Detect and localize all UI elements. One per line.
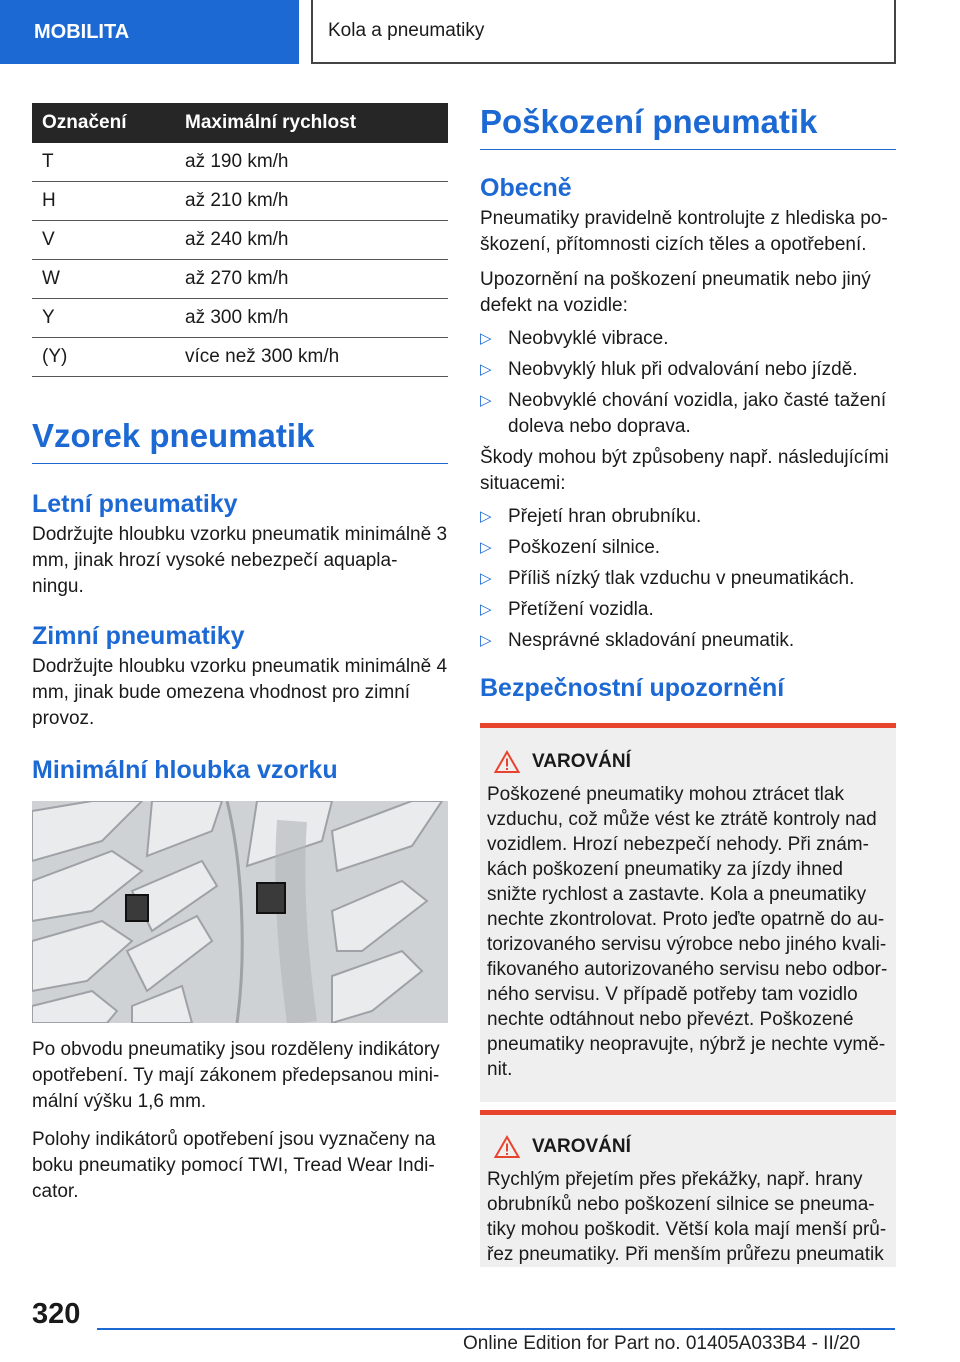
table-cell: W <box>32 260 175 299</box>
chapter-header <box>311 0 896 64</box>
table-row <box>32 143 448 182</box>
table-cell: až 190 km/h <box>175 143 448 182</box>
column-header: Označení <box>32 103 175 143</box>
list-item <box>480 597 896 623</box>
list-item <box>480 504 896 530</box>
general-text: Pneumatiky pravidelně kontrolujte z hlediska po-škození, přítomnosti cizích těles a opotřebení. <box>480 208 888 255</box>
table-row <box>32 182 448 221</box>
footer-divider <box>97 1328 895 1330</box>
warning-text: Rychlým přejetím přes překážky, např. hrany obrubníků nebo poškození silnice se pneuma-tiky mohou poškodit. Větší kola mají menší prů-řez pneumatiky. Při menším průřezu pneumatik <box>487 1169 887 1265</box>
summer-tires-text: Dodržujte hloubku vzorku pneumatik minimálně 3 mm, jinak hrozí vysoké nebezpečí aquapla-ningu. <box>32 524 448 597</box>
table-cell: H <box>32 182 175 221</box>
speed-rating-table <box>32 103 448 377</box>
right-column <box>480 103 896 1267</box>
warning-box <box>480 1110 896 1267</box>
table-cell: až 210 km/h <box>175 182 448 221</box>
table-cell: T <box>32 143 175 182</box>
warning-box <box>480 723 896 1102</box>
edition-text: Online Edition for Part no. 01405A033B4 - II/20 <box>463 1333 861 1354</box>
section-title: MOBILITA <box>34 20 130 43</box>
heading-min-tread: Minimální hloubka vzorku <box>32 756 338 784</box>
causes-text: Škody mohou být způsobeny např. následujícími situacemi: <box>480 447 889 494</box>
section-tab <box>0 0 299 64</box>
heading-tire-damage: Poškození pneumatik <box>480 103 896 150</box>
table-row <box>32 260 448 299</box>
warning-triangle-icon <box>494 1135 520 1159</box>
triangle-bullet-icon: ▷ <box>480 570 492 587</box>
heading-tread: Vzorek pneumatik <box>32 417 448 464</box>
wear-indicator-text: Po obvodu pneumatiky jsou rozděleny indikátory opotřebení. Ty mají zákonem předepsanou mini-mální výšku 1,6 mm. <box>32 1039 440 1112</box>
column-header: Maximální rychlost <box>175 103 448 143</box>
causes-list <box>480 504 896 654</box>
table-row <box>32 221 448 260</box>
twi-text: Polohy indikátorů opotřebení jsou vyznačeny na boku pneumatiky pomocí TWI, Tread Wear Indi-cator. <box>32 1129 436 1202</box>
list-item-text: Přetížení vozidla. <box>508 599 654 620</box>
table-cell: Y <box>32 299 175 338</box>
list-item <box>480 326 896 352</box>
triangle-bullet-icon: ▷ <box>480 601 492 618</box>
warning-label: VAROVÁNÍ <box>532 1136 631 1157</box>
list-item-text: Poškození silnice. <box>508 537 661 558</box>
list-item-text: Přejetí hran obrubníku. <box>508 506 702 527</box>
warning-header <box>494 1135 889 1159</box>
triangle-bullet-icon: ▷ <box>480 539 492 556</box>
list-item <box>480 535 896 561</box>
triangle-bullet-icon: ▷ <box>480 632 492 649</box>
table-cell: až 240 km/h <box>175 221 448 260</box>
heading-general: Obecně <box>480 174 572 202</box>
list-item <box>480 566 896 592</box>
tire-tread-illustration <box>32 801 448 1023</box>
list-item-text: Neobvyklé chování vozidla, jako časté tažení doleva nebo doprava. <box>508 390 887 437</box>
table-row <box>32 338 448 377</box>
list-item <box>480 357 896 383</box>
heading-summer-tires: Letní pneumatiky <box>32 490 238 518</box>
warning-label: VAROVÁNÍ <box>532 751 631 772</box>
warning-triangle-icon <box>494 750 520 774</box>
list-item <box>480 388 896 440</box>
table-cell: V <box>32 221 175 260</box>
hint-text: Upozornění na poškození pneumatik nebo jiný defekt na vozidle: <box>480 269 871 316</box>
table-cell: (Y) <box>32 338 175 377</box>
left-column <box>32 103 448 1205</box>
warning-text: Poškozené pneumatiky mohou ztrácet tlak vzduchu, což může vést ke ztrátě kontroly nad vozidlem. Hrozí nebezpečí nehody. Při znám-kách poškození pneumatiky za jízdy ihned snižte rychlost a zastavte. Kola a pneumatiky nechte zkontrolovat. Proto jeďte opatrně do au-torizovaného servisu výrobce nebo jiného kvali-fikovaného autorizovaného servisu nebo odbor-ného servisu. V případě potřeby tam vozidlo nechte odtáhnout nebo převézt. Poškozené pneumatiky neopravujte, nýbrž je nechte vymě-nit. <box>487 784 888 1080</box>
list-item-text: Nesprávné skladování pneumatik. <box>508 630 795 651</box>
triangle-bullet-icon: ▷ <box>480 330 492 347</box>
page-number: 320 <box>32 1298 81 1330</box>
table-cell: více než 300 km/h <box>175 338 448 377</box>
table-row <box>32 299 448 338</box>
chapter-title: Kola a pneumatiky <box>328 20 485 41</box>
table-header-row <box>32 103 448 143</box>
table-cell: až 300 km/h <box>175 299 448 338</box>
winter-tires-text: Dodržujte hloubku vzorku pneumatik minimálně 4 mm, jinak bude omezena vhodnost pro zimní provoz. <box>32 656 448 729</box>
heading-safety: Bezpečnostní upozornění <box>480 674 785 702</box>
triangle-bullet-icon: ▷ <box>480 361 492 378</box>
table-cell: až 270 km/h <box>175 260 448 299</box>
list-item-text: Neobvyklé vibrace. <box>508 328 669 349</box>
triangle-bullet-icon: ▷ <box>480 508 492 525</box>
triangle-bullet-icon: ▷ <box>480 392 492 409</box>
list-item-text: Příliš nízký tlak vzduchu v pneumatikách. <box>508 568 855 589</box>
heading-winter-tires: Zimní pneumatiky <box>32 622 245 650</box>
list-item <box>480 628 896 654</box>
list-item-text: Neobvyklý hluk při odvalování nebo jízdě. <box>508 359 858 380</box>
hint-list <box>480 326 896 440</box>
warning-header <box>494 750 889 774</box>
